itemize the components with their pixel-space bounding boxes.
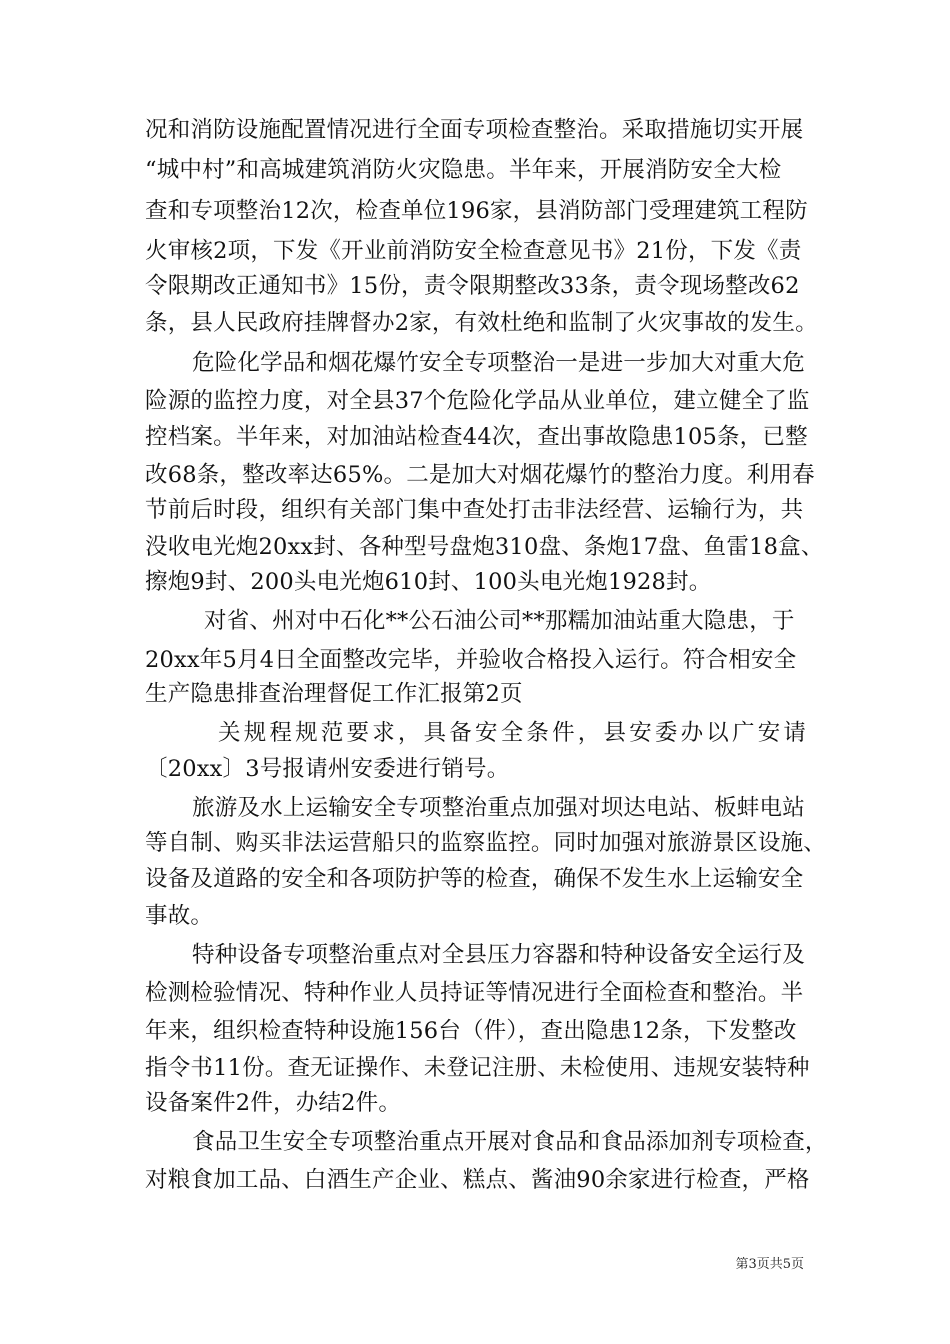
page-number-footer: 第3页共5页	[735, 1257, 804, 1272]
paragraph-first-line: 危险化学品和烟花爆竹安全专项整治一是进一步加大对重大危	[192, 350, 805, 376]
body-text-line: 〔20xx〕3号报请州安委进行销号。	[145, 756, 510, 782]
body-text-line: 控档案。半年来，对加油站检查44次，查出事故隐患105条，已整	[145, 424, 808, 450]
body-text-line: 事故。	[145, 903, 214, 929]
body-text-line: 设备及道路的安全和各项防护等的检查，确保不发生水上运输安全	[145, 866, 804, 892]
body-text-line: 检测检验情况、特种作业人员持证等情况进行全面检查和整治。半	[145, 980, 804, 1006]
body-text-line: “城中村”和高城建筑消防火灾隐患。半年来，开展消防安全大检	[145, 157, 782, 183]
body-text-line: 等自制、购买非法运营船只的监察监控。同时加强对旅游景区设施、	[145, 830, 827, 856]
body-text-line: 令限期改正通知书》15份，责令限期整改33条，责令现场整改62	[145, 273, 800, 299]
body-text-line: 生产隐患排查治理督促工作汇报第2页	[145, 681, 523, 707]
body-text-line: 指令书11份。查无证操作、未登记注册、未检使用、违规安装特种	[145, 1055, 810, 1081]
paragraph-first-line: 关规程规范要求，具备安全条件，县安委办以广安请	[218, 720, 810, 746]
body-text-line: 对粮食加工品、白酒生产企业、糕点、酱油90余家进行检查，严格	[145, 1167, 810, 1193]
body-text-line: 没收电光炮20xx封、各种型号盘炮310盘、条炮17盘、鱼雷18盒、	[145, 534, 824, 560]
paragraph-first-line: 对省、州对中石化**公石油公司**那糯加油站重大隐患，于	[204, 608, 795, 634]
body-text-line: 况和消防设施配置情况进行全面专项检查整治。采取措施切实开展	[145, 117, 804, 143]
paragraph-first-line: 食品卫生安全专项整治重点开展对食品和食品添加剂专项检查，	[192, 1129, 828, 1155]
paragraph-first-line: 特种设备专项整治重点对全县压力容器和特种设备安全运行及	[192, 942, 805, 968]
body-text-line: 节前后时段，组织有关部门集中查处打击非法经营、运输行为，共	[145, 497, 804, 523]
body-text-line: 擦炮9封、200头电光炮610封、100头电光炮1928封。	[145, 569, 712, 595]
body-text-line: 条，县人民政府挂牌督办2家，有效杜绝和监制了火灾事故的发生。	[145, 310, 818, 336]
body-text-line: 查和专项整治12次，检查单位196家，县消防部门受理建筑工程防	[145, 198, 808, 224]
body-text-line: 设备案件2件，办结2件。	[145, 1090, 402, 1116]
body-text-line: 年来，组织检查特种设施156台（件），查出隐患12条，下发整改	[145, 1018, 797, 1044]
body-text-line: 险源的监控力度，对全县37个危险化学品从业单位，建立健全了监	[145, 388, 810, 414]
body-text-line: 改68条，整改率达65%。二是加大对烟花爆竹的整治力度。利用春	[145, 462, 815, 488]
paragraph-first-line: 旅游及水上运输安全专项整治重点加强对坝达电站、板蚌电站	[192, 795, 805, 821]
body-text-line: 火审核2项，下发《开业前消防安全检查意见书》21份，下发《责	[145, 238, 802, 264]
body-text-line: 20xx年5月4日全面整改完毕，并验收合格投入运行。符合相安全	[145, 647, 797, 673]
